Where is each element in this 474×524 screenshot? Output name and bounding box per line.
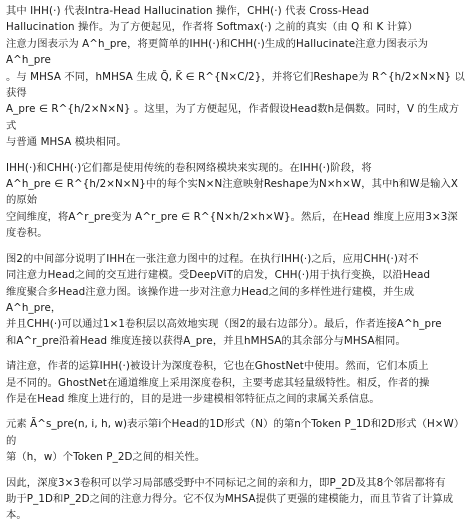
p1-line-3: 注意力图表示为 A^h_pre，将更简单的IHH(·)和CHH(·)生成的Hallucinate注意力图表示为 A^h_pre: [6, 37, 428, 67]
p1-line-4: 。与 MHSA 不同，hMHSA 生成 Q̃, K̃ ∈ R^{N×C/2}，并将它们Reshape为 R^{h/2×N×N} 以获得: [6, 70, 465, 100]
p1-line-1: 其中 IHH(·) 代表Intra-Head Hallucination 操作，CHH(·) 代表 Cross-Head: [6, 5, 370, 17]
paragraph-6: [6, 475, 468, 524]
p5-line-1: 元素 Ã^s_pre(n, i, h, w)表示第i个Head的1D形式（N）的第n个Token P_1D和2D形式（H×W）的: [6, 418, 465, 447]
paragraph-1: [6, 3, 468, 151]
p1-line-2: Hallucination 操作。为了方便起见，作者将 Softmax(·) 之前的真实（由 Q 和 K 计算）: [6, 21, 418, 34]
p6-line-1: 因此，深度3×3卷积可以学习局部感受野中不同标记之间的亲和力，即P_2D及其8个邻居都将有: [6, 476, 446, 489]
p3-line-5: 和A^r_pre沿着Head 维度连接以获得A_pre，并且hMHSA的其余部分与MHSA相同。: [6, 334, 406, 347]
p6-line-2: 助于P_1D和P_2D之间的注意力得分。它不仅为MHSA提供了更强的建模能力，而且节省了计算成本。: [6, 492, 454, 522]
paragraph-5: [6, 416, 468, 465]
paragraph-4: [6, 358, 468, 407]
p2-line-3: 空间维度，将A^r_pre变为 A^r_pre ∈ R^{N×h/2×h×W}。然后，在Head 维度上应用3×3深度卷积。: [6, 210, 458, 240]
p4-line-3: 作是在Head 维度上进行的，目的是进一步建模相邻特征点之间的隶属关系信息。: [6, 392, 380, 405]
p3-line-2: 同注意力Head之间的交互进行建模。受DeepViT的启发，CHH(·)用于执行变换，以沿Head: [6, 269, 431, 282]
p1-line-5: A_pre ∈ R^{h/2×N×N} 。这里，为了方便起见，作者假设Head数h是偶数。同时，V 的生成方式: [6, 103, 460, 132]
p2-line-2: A^h_pre ∈ R^{h/2×N×N}中的每个实N×N注意映射Reshape为N×h×W，其中h和W是输入X的原始: [6, 178, 459, 207]
p3-line-1: 图2的中间部分说明了IHH在一张注意力图中的过程。在执行IHH(·)之后，应用CHH(·)对不: [6, 252, 419, 265]
p4-line-2: 是不同的。GhostNet在通道维度上采用深度卷积，主要考虑其轻量级特性。相反，作者的操: [6, 376, 430, 389]
paragraph-2: [6, 160, 468, 242]
p4-line-1: 请注意，作者的运算IHH(·)被设计为深度卷积，它也在GhostNet中使用。然而，它们本质上: [6, 360, 429, 373]
p1-line-6: 与普通 MHSA 模块相同。: [6, 136, 127, 149]
p3-line-4: 并且CHH(·)可以通过1×1卷积层以高效地实现（图2的最右边部分）。最后，作者连接A^h_pre: [6, 318, 442, 331]
p2-line-1: IHH(·)和CHH(·)它们都是使用传统的卷积网络模块来实现的。在IHH(·)阶段，将: [6, 161, 372, 174]
p3-line-3: 维度聚合多Head注意力图。该操作进一步对注意力Head之间的多样性进行建模，并生成 A^h_pre，: [6, 285, 415, 314]
paragraph-3: [6, 251, 468, 349]
p5-line-2: 第（h，w）个Token P_2D之间的相关性。: [6, 451, 206, 464]
